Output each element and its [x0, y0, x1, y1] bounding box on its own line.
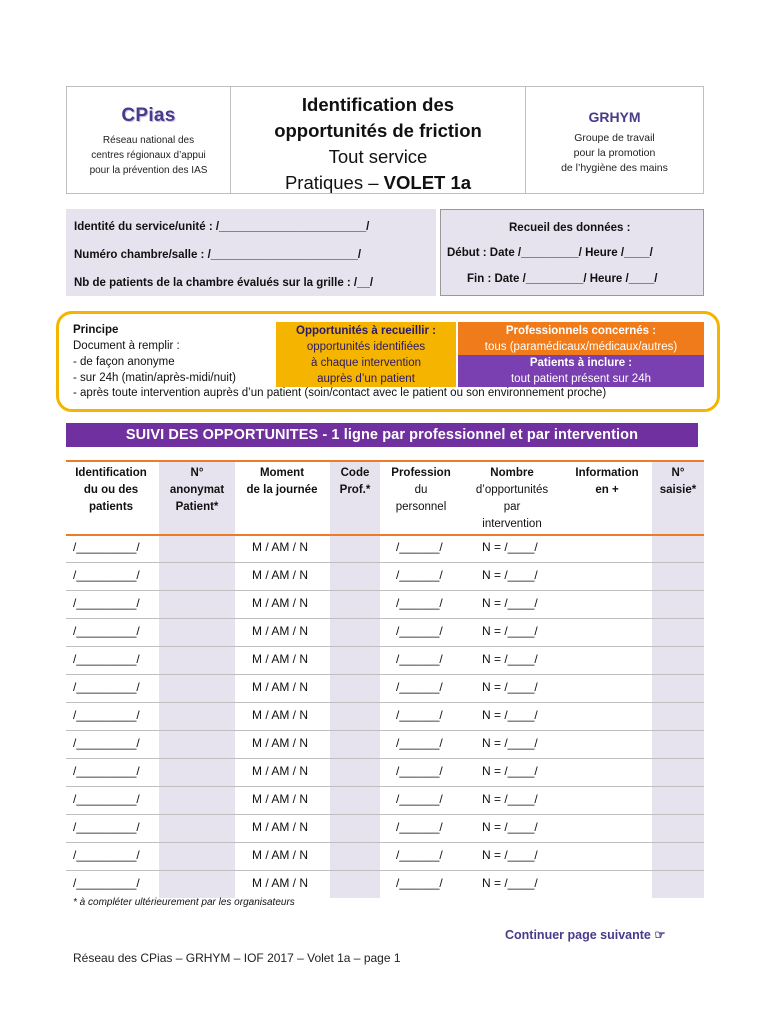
cell-nombre[interactable]: N = /____/	[482, 736, 538, 750]
cell-identification[interactable]: /_________/	[73, 568, 140, 582]
cell-nombre[interactable]: N = /____/	[482, 764, 538, 778]
cell-moment[interactable]: M / AM / N	[252, 764, 309, 778]
cell-nombre[interactable]: N = /____/	[482, 680, 538, 694]
cell-identification[interactable]: /_________/	[73, 708, 140, 722]
principe-text: Principe Document à remplir : - de façon anonyme - sur 24h (matin/après-midi/nuit)	[73, 324, 236, 384]
th-nombre: Nombre d’opportunités par intervention	[475, 467, 549, 530]
page-footer: Réseau des CPias – GRHYM – IOF 2017 – Volet 1a – page 1	[73, 951, 401, 965]
cell-profession[interactable]: /______/	[396, 568, 443, 582]
cell-nombre[interactable]: N = /____/	[482, 708, 538, 722]
cell-identification[interactable]: /_________/	[73, 624, 140, 638]
cell-identification[interactable]: /_________/	[73, 596, 140, 610]
suivi-banner: SUIVI DES OPPORTUNITES - 1 ligne par professionnel et par intervention	[66, 423, 698, 447]
table-row[interactable]	[66, 646, 704, 674]
cell-nombre[interactable]: N = /____/	[482, 876, 538, 890]
cell-profession[interactable]: /______/	[396, 540, 443, 554]
cell-identification[interactable]: /_________/	[73, 820, 140, 834]
table-row[interactable]	[66, 618, 704, 646]
professionnels-box: Professionnels concernés : tous (paramédicaux/médicaux/autres)	[458, 322, 704, 355]
th-code-prof: Code Prof.*	[339, 467, 371, 496]
fin-field[interactable]: Fin : Date /_________/ Heure /____/	[467, 273, 658, 285]
cpias-description: Réseau national des centres régionaux d’appui pour la prévention des IAS	[89, 135, 208, 176]
patients-box: Patients à inclure : tout patient présent sur 24h	[458, 355, 704, 387]
cell-nombre[interactable]: N = /____/	[482, 596, 538, 610]
recueil-title: Recueil des données :	[509, 222, 631, 234]
cell-moment[interactable]: M / AM / N	[252, 652, 309, 666]
table-row[interactable]	[66, 842, 704, 870]
cell-profession[interactable]: /______/	[396, 820, 443, 834]
cell-profession[interactable]: /______/	[396, 876, 443, 890]
cell-identification[interactable]: /_________/	[73, 680, 140, 694]
th-information: Information en +	[575, 467, 639, 496]
table-header	[66, 462, 704, 534]
th-profession: Profession du personnel	[391, 467, 451, 513]
cell-identification[interactable]: /_________/	[73, 764, 140, 778]
cell-identification[interactable]: /_________/	[73, 876, 140, 890]
grhym-description: Groupe de travail pour la promotion de l’hygiène des mains	[561, 132, 668, 174]
grhym-block	[526, 87, 703, 193]
table-row[interactable]	[66, 814, 704, 842]
cell-moment[interactable]: M / AM / N	[252, 792, 309, 806]
cell-nombre[interactable]: N = /____/	[482, 624, 538, 638]
service-field[interactable]: Identité du service/unité : /_______________________/	[74, 221, 370, 233]
cell-profession[interactable]: /______/	[396, 848, 443, 862]
document-header	[66, 86, 704, 194]
cpias-logo: CPias	[121, 105, 176, 126]
cell-nombre[interactable]: N = /____/	[482, 792, 538, 806]
grhym-logo: GRHYM	[588, 109, 641, 125]
table-row[interactable]	[66, 758, 704, 786]
chambre-field[interactable]: Numéro chambre/salle : /_______________________/	[74, 249, 362, 261]
cell-identification[interactable]: /_________/	[73, 792, 140, 806]
th-saisie: N° saisie*	[659, 467, 697, 496]
cell-profession[interactable]: /______/	[396, 708, 443, 722]
table-row[interactable]	[66, 590, 704, 618]
cell-nombre[interactable]: N = /____/	[482, 540, 538, 554]
cell-identification[interactable]: /_________/	[73, 540, 140, 554]
cell-profession[interactable]: /______/	[396, 736, 443, 750]
table-row[interactable]	[66, 702, 704, 730]
cell-identification[interactable]: /_________/	[73, 736, 140, 750]
cell-profession[interactable]: /______/	[396, 680, 443, 694]
cell-moment[interactable]: M / AM / N	[252, 540, 309, 554]
identification-block	[66, 209, 436, 296]
cell-profession[interactable]: /______/	[396, 652, 443, 666]
cell-moment[interactable]: M / AM / N	[252, 820, 309, 834]
principe-bottom-line: - après toute intervention auprès d’un patient (soin/contact avec le patient ou son environnement proche)	[73, 387, 607, 399]
cell-moment[interactable]: M / AM / N	[252, 876, 309, 890]
nb-patients-field[interactable]: Nb de patients de la chambre évalués sur la grille : /__/	[74, 277, 374, 289]
cell-moment[interactable]: M / AM / N	[252, 680, 309, 694]
table-row[interactable]	[66, 870, 704, 898]
cell-profession[interactable]: /______/	[396, 596, 443, 610]
debut-field[interactable]: Début : Date /_________/ Heure /____/	[447, 247, 653, 259]
cell-nombre[interactable]: N = /____/	[482, 568, 538, 582]
table-row[interactable]	[66, 674, 704, 702]
recueil-block	[440, 209, 704, 296]
cpias-block	[67, 87, 231, 193]
cell-identification[interactable]: /_________/	[73, 652, 140, 666]
cell-moment[interactable]: M / AM / N	[252, 624, 309, 638]
continue-link[interactable]: Continuer page suivante ☞	[505, 928, 666, 942]
cell-profession[interactable]: /______/	[396, 624, 443, 638]
cell-moment[interactable]: M / AM / N	[252, 708, 309, 722]
cell-nombre[interactable]: N = /____/	[482, 848, 538, 862]
cell-moment[interactable]: M / AM / N	[252, 596, 309, 610]
document-title: Identification des opportunités de friction Tout service Pratiques – VOLET 1a	[231, 87, 526, 193]
cell-nombre[interactable]: N = /____/	[482, 820, 538, 834]
cell-moment[interactable]: M / AM / N	[252, 848, 309, 862]
table-row[interactable]	[66, 730, 704, 758]
footnote: * à compléter ultérieurement par les organisateurs	[73, 897, 295, 908]
th-identification: Identification du ou des patients	[75, 467, 147, 513]
table-row[interactable]	[66, 786, 704, 814]
cell-nombre[interactable]: N = /____/	[482, 652, 538, 666]
th-moment: Moment de la journée	[246, 467, 318, 496]
table-row[interactable]	[66, 534, 704, 562]
cell-moment[interactable]: M / AM / N	[252, 568, 309, 582]
th-anonymat: N° anonymat Patient*	[169, 467, 225, 513]
cell-identification[interactable]: /_________/	[73, 848, 140, 862]
cell-moment[interactable]: M / AM / N	[252, 736, 309, 750]
cell-profession[interactable]: /______/	[396, 764, 443, 778]
opportunites-box: Opportunités à recueillir : opportunités identifiées à chaque intervention auprès d’un patient	[276, 322, 456, 387]
cell-profession[interactable]: /______/	[396, 792, 443, 806]
table-row[interactable]	[66, 562, 704, 590]
